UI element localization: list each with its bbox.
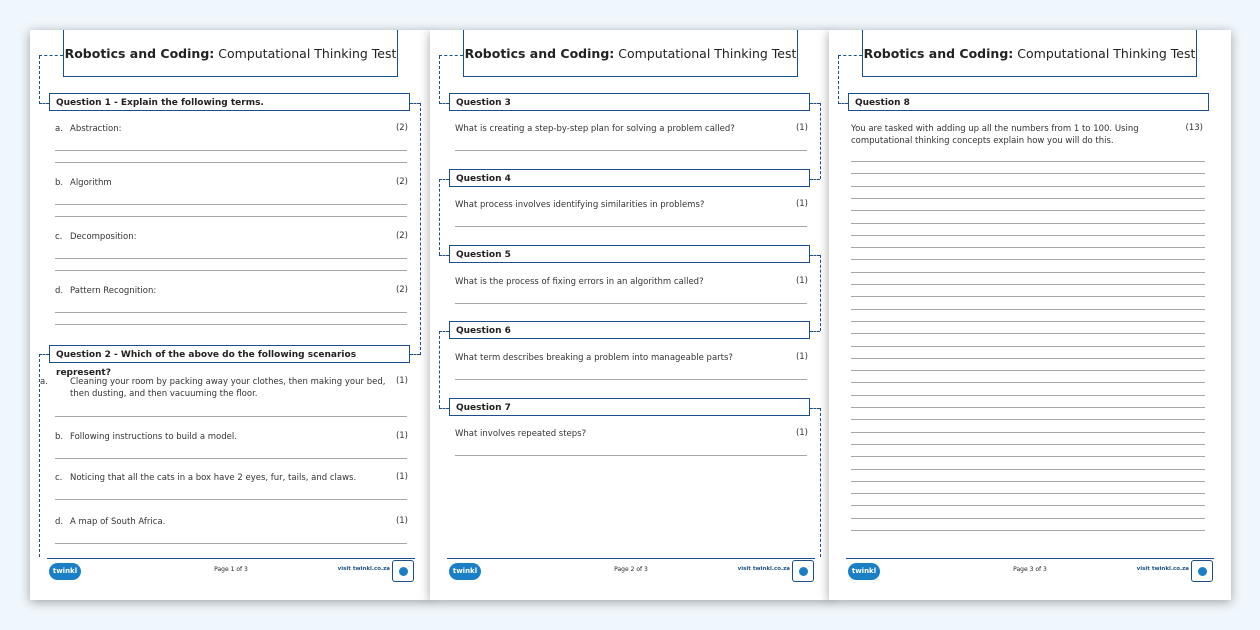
dashed-connector	[439, 179, 440, 255]
dashed-connector	[439, 331, 440, 408]
answer-line[interactable]	[851, 309, 1205, 310]
visit-link[interactable]: visit twinkl.co.za	[737, 566, 790, 572]
worksheet-title	[63, 30, 398, 77]
answer-line[interactable]	[851, 259, 1205, 260]
answer-line[interactable]	[55, 312, 407, 313]
dashed-connector	[838, 55, 862, 56]
answer-line[interactable]	[55, 258, 407, 259]
q8-marks: (13)	[1185, 123, 1203, 133]
q3-marks: (1)	[795, 123, 808, 133]
answer-line[interactable]	[851, 321, 1205, 322]
quality-badge-icon	[1191, 560, 1213, 582]
answer-line[interactable]	[851, 481, 1205, 482]
worksheet-title	[862, 30, 1197, 77]
question-3-header: Question 3	[449, 93, 810, 111]
dashed-connector	[39, 103, 49, 104]
dashed-connector	[838, 56, 839, 104]
q6-marks: (1)	[795, 352, 808, 362]
q1-item-d-marks: (2)	[395, 285, 408, 295]
dashed-connector	[439, 408, 449, 409]
answer-line[interactable]	[55, 216, 407, 217]
q2-item-c: c. Noticing that all the cats in a box have 2 eyes, fur, tails, and claws.	[55, 473, 357, 483]
q1-item-a-marks: (2)	[395, 123, 408, 133]
worksheet-page-1	[30, 30, 432, 600]
dashed-connector	[439, 103, 449, 104]
q7-text: What involves repeated steps?	[455, 429, 587, 439]
q3-text: What is creating a step-by-step plan for solving a problem called?	[455, 124, 735, 134]
dashed-connector	[838, 103, 848, 104]
visit-link[interactable]: visit twinkl.co.za	[337, 566, 390, 572]
answer-line[interactable]	[851, 518, 1205, 519]
q1-item-c: c. Decomposition:	[55, 232, 137, 242]
twinkl-logo: twinkl	[49, 563, 81, 580]
dashed-connector	[810, 179, 820, 180]
dashed-connector	[439, 55, 463, 56]
answer-line[interactable]	[455, 303, 807, 304]
dashed-connector	[820, 408, 821, 557]
question-6-header: Question 6	[449, 321, 810, 339]
answer-line[interactable]	[55, 458, 407, 459]
answer-line[interactable]	[851, 444, 1205, 445]
answer-line[interactable]	[851, 284, 1205, 285]
answer-line[interactable]	[455, 150, 807, 151]
answer-line[interactable]	[851, 358, 1205, 359]
dashed-connector	[820, 255, 821, 331]
q2-item-a-marks: (1)	[395, 376, 408, 386]
worksheet-page-3	[829, 30, 1231, 600]
dashed-connector	[439, 331, 449, 332]
answer-line[interactable]	[851, 432, 1205, 433]
title-rest: Computational Thinking Test	[1017, 45, 1196, 61]
dashed-connector	[810, 255, 820, 256]
answer-line[interactable]	[851, 296, 1205, 297]
q7-marks: (1)	[795, 428, 808, 438]
worksheet-title	[463, 30, 798, 77]
answer-line[interactable]	[851, 407, 1205, 408]
q4-marks: (1)	[795, 199, 808, 209]
answer-line[interactable]	[851, 469, 1205, 470]
answer-line[interactable]	[851, 333, 1205, 334]
q2-item-b-marks: (1)	[395, 431, 408, 441]
answer-line[interactable]	[851, 395, 1205, 396]
answer-line[interactable]	[851, 382, 1205, 383]
visit-link[interactable]: visit twinkl.co.za	[1136, 566, 1189, 572]
dashed-connector	[439, 255, 449, 256]
answer-line[interactable]	[851, 419, 1205, 420]
dashed-connector	[39, 354, 49, 355]
q5-text: What is the process of fixing errors in an algorithm called?	[455, 277, 704, 287]
q4-text: What process involves identifying similarities in problems?	[455, 200, 705, 210]
q5-marks: (1)	[795, 276, 808, 286]
answer-line[interactable]	[55, 499, 407, 500]
answer-line[interactable]	[851, 161, 1205, 162]
twinkl-logo: twinkl	[848, 563, 880, 580]
answer-line[interactable]	[851, 235, 1205, 236]
answer-line[interactable]	[851, 456, 1205, 457]
answer-line[interactable]	[455, 455, 807, 456]
answer-line[interactable]	[55, 204, 407, 205]
quality-badge-icon	[792, 560, 814, 582]
dashed-connector	[439, 179, 449, 180]
answer-line[interactable]	[55, 543, 407, 544]
question-5-header: Question 5	[449, 245, 810, 263]
q6-text: What term describes breaking a problem into manageable parts?	[455, 353, 733, 363]
answer-line[interactable]	[55, 162, 407, 163]
twinkl-logo: twinkl	[449, 563, 481, 580]
question-8-header: Question 8	[848, 93, 1209, 111]
answer-line[interactable]	[455, 379, 807, 380]
dashed-connector	[439, 56, 440, 104]
answer-line[interactable]	[455, 226, 807, 227]
answer-line[interactable]	[851, 173, 1205, 174]
dashed-connector	[810, 331, 820, 332]
question-1-header: Question 1 - Explain the following terms.	[49, 93, 410, 111]
q2-item-c-marks: (1)	[395, 472, 408, 482]
question-7-header: Question 7	[449, 398, 810, 416]
q8-text: You are tasked with adding up all the numbers from 1 to 100. Using computational thinking concepts explain how you will do this.	[851, 124, 1139, 146]
dashed-connector	[410, 103, 420, 104]
dashed-connector	[39, 55, 63, 56]
answer-line[interactable]	[851, 210, 1205, 211]
q2-item-b: b. Following instructions to build a model.	[55, 432, 237, 442]
worksheet-page-2	[430, 30, 832, 600]
question-4-header: Question 4	[449, 169, 810, 187]
q1-item-a: a. Abstraction:	[55, 124, 122, 134]
q1-item-c-marks: (2)	[395, 231, 408, 241]
dashed-connector	[410, 354, 420, 355]
title-rest: Computational Thinking Test	[218, 45, 397, 61]
title-bold: Robotics and Coding:	[863, 45, 1014, 61]
answer-line[interactable]	[55, 150, 407, 151]
answer-line[interactable]	[851, 186, 1205, 187]
answer-line[interactable]	[851, 346, 1205, 347]
quality-badge-icon	[392, 560, 414, 582]
footer-divider	[447, 558, 815, 559]
answer-line[interactable]	[55, 270, 407, 271]
answer-line[interactable]	[851, 530, 1205, 531]
answer-line[interactable]	[851, 505, 1205, 506]
title-rest: Computational Thinking Test	[618, 45, 797, 61]
answer-line[interactable]	[851, 493, 1205, 494]
q2-item-d-marks: (1)	[395, 516, 408, 526]
question-2-header: Question 2 - Which of the above do the following scenarios represent?	[49, 345, 410, 363]
footer-divider	[47, 558, 415, 559]
q1-item-d: d. Pattern Recognition:	[55, 286, 157, 296]
answer-line[interactable]	[55, 324, 407, 325]
page-number: Page 2 of 3	[614, 566, 648, 573]
page-number: Page 1 of 3	[214, 566, 248, 573]
q2-item-a: a. Cleaning your room by packing away your clothes, then making your bed, then dusting, and then vacuuming the floor.	[40, 377, 386, 399]
answer-line[interactable]	[851, 223, 1205, 224]
q1-item-b-marks: (2)	[395, 177, 408, 187]
answer-line[interactable]	[55, 416, 407, 417]
title-bold: Robotics and Coding:	[64, 45, 215, 61]
answer-line[interactable]	[851, 272, 1205, 273]
dashed-connector	[39, 56, 40, 104]
dashed-connector	[810, 103, 820, 104]
page-number: Page 3 of 3	[1013, 566, 1047, 573]
answer-line[interactable]	[851, 198, 1205, 199]
footer-divider	[846, 558, 1214, 559]
answer-line[interactable]	[851, 370, 1205, 371]
dashed-connector	[420, 103, 421, 355]
dashed-connector	[810, 408, 820, 409]
q2-item-d: d. A map of South Africa.	[55, 517, 166, 527]
title-bold: Robotics and Coding:	[464, 45, 615, 61]
answer-line[interactable]	[851, 247, 1205, 248]
dashed-connector	[820, 103, 821, 179]
q1-item-b: b. Algorithm	[55, 178, 112, 188]
